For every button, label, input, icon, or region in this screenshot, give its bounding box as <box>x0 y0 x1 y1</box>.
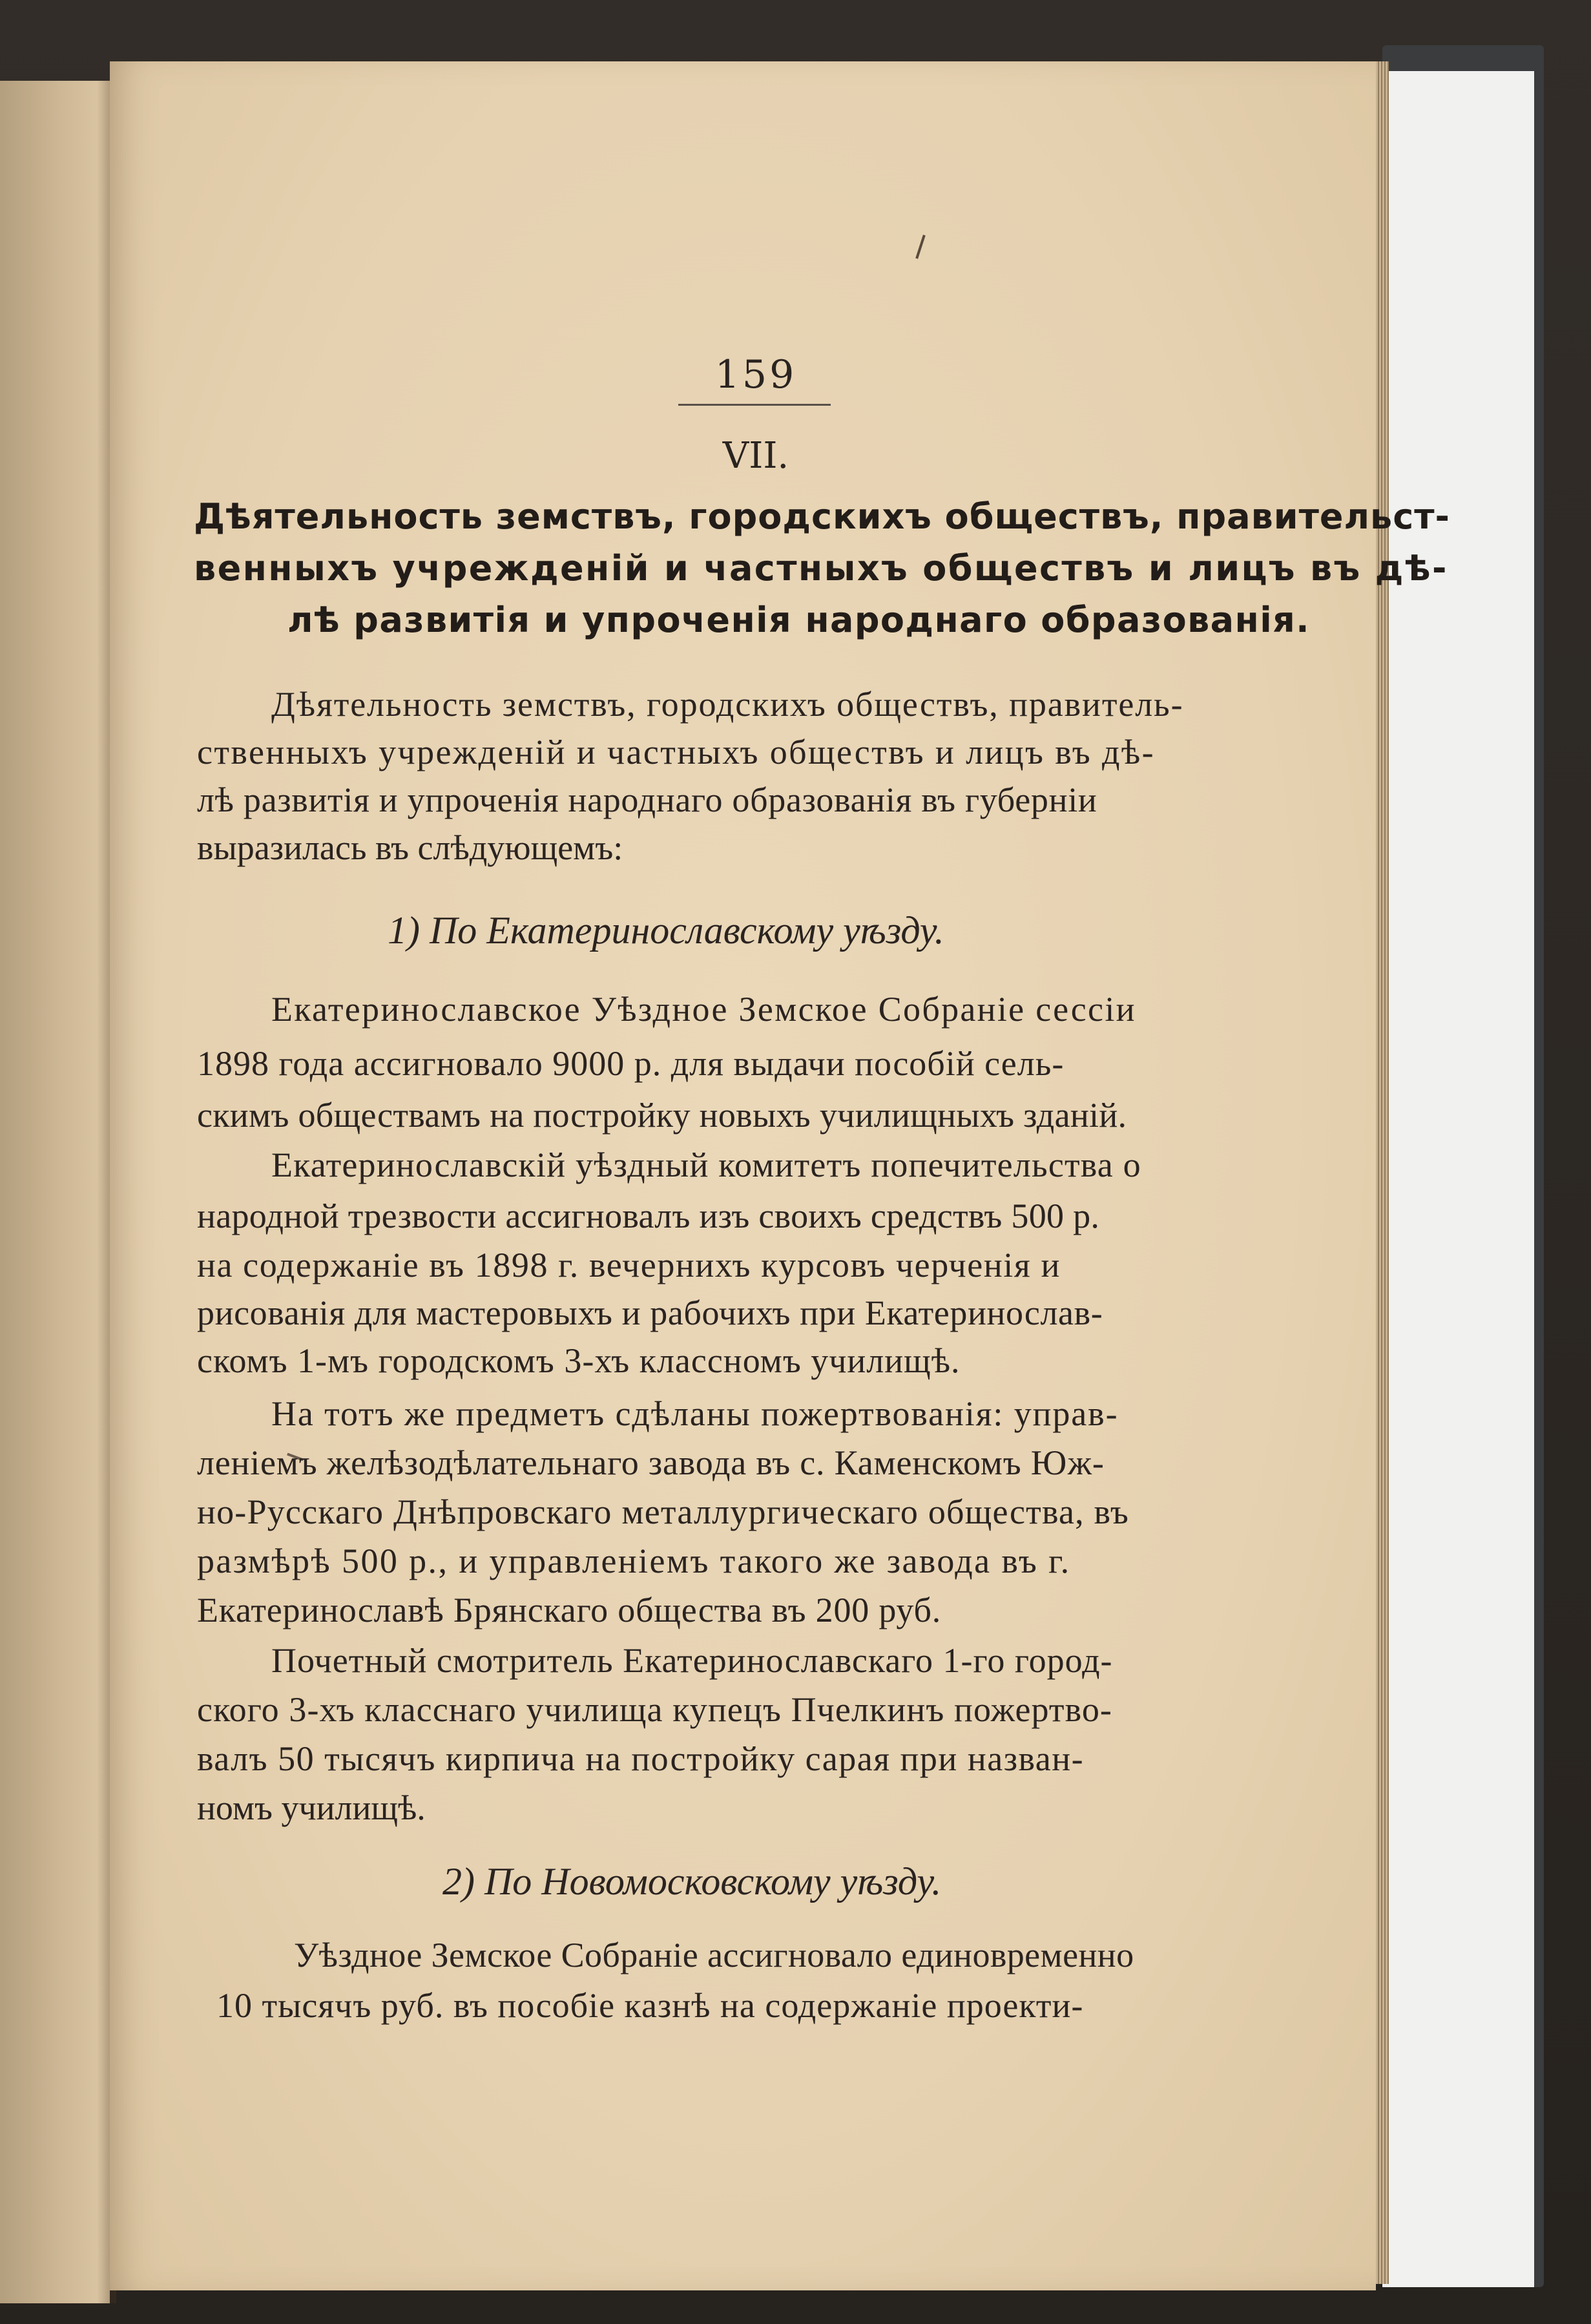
section-heading: 1) По Екатеринославскому уѣзду. <box>388 909 944 952</box>
paragraph-line: скомъ 1-мъ городскомъ 3-хъ классномъ училищѣ. <box>197 1341 961 1380</box>
section-heading: 2) По Новомосковскому уѣзду. <box>442 1860 942 1903</box>
paragraph-line: 10 тысячъ руб. въ пособіе казнѣ на содержаніе проекти- <box>216 1986 1084 2025</box>
chapter-heading-line: венныхъ учрежденій и частныхъ обществъ и лицъ въ дѣ- <box>194 548 1448 589</box>
paragraph-line: валъ 50 тысячъ кирпича на постройку сарая при назван- <box>197 1739 1085 1778</box>
left-page-edge <box>0 81 110 2303</box>
paragraph-line: но-Русскаго Днѣпровскаго металлургическаго общества, въ <box>197 1492 1129 1531</box>
paragraph-line: ского 3-хъ класснаго училища купецъ Пчелкинъ пожертво- <box>197 1690 1113 1729</box>
page-number-rule <box>678 404 831 406</box>
paragraph-line: Екатеринославѣ Брянскаго общества въ 200 руб. <box>197 1591 942 1629</box>
paragraph-line: Почетный смотритель Екатеринославскаго 1-го город- <box>271 1641 1113 1680</box>
paragraph-line: на содержаніе въ 1898 г. вечернихъ курсовъ черченія и <box>197 1246 1061 1284</box>
paragraph-line: Уѣздное Земское Собраніе ассигновало единовременно <box>294 1936 1134 1974</box>
paragraph-line: Екатеринославское Уѣздное Земское Собраніе сессіи <box>271 990 1136 1029</box>
paragraph-line: 1898 года ассигновало 9000 р. для выдачи пособій сель- <box>197 1044 1065 1083</box>
paragraph-line: Дѣятельность земствъ, городскихъ обществъ, правитель- <box>271 685 1184 724</box>
pen-mark <box>915 235 926 258</box>
paragraph-line: лѣ развитія и упроченія народнаго образованія въ губерніи <box>197 780 1097 819</box>
backing-sheet <box>1382 71 1534 2287</box>
paragraph-line: размѣрѣ 500 р., и управленіемъ такого же завода въ г. <box>197 1542 1071 1580</box>
paragraph-line: леніемъ желѣзодѣлательнаго завода въ с. Каменскомъ Юж- <box>197 1443 1105 1482</box>
paragraph-line: ственныхъ учрежденій и частныхъ обществъ и лицъ въ дѣ- <box>197 733 1156 771</box>
paragraph-line: рисованія для мастеровыхъ и рабочихъ при Екатеринослав- <box>197 1293 1103 1332</box>
paragraph-line: номъ училищѣ. <box>197 1788 426 1827</box>
paragraph-line: Екатеринославскій уѣздный комитетъ попечительства о <box>271 1146 1141 1184</box>
paragraph-line: народной трезвости ассигновалъ изъ своихъ средствъ 500 р. <box>197 1197 1100 1235</box>
page-number: 159 <box>714 352 797 397</box>
chapter-heading-line: лѣ развитія и упроченія народнаго образованія. <box>287 600 1311 640</box>
paragraph-line: скимъ обществамъ на постройку новыхъ училищныхъ зданій. <box>197 1096 1127 1135</box>
paragraph-line: выразилась въ слѣдующемъ: <box>197 828 623 867</box>
chapter-heading-line: Дѣятельность земствъ, городскихъ обществъ, правительст- <box>194 496 1450 537</box>
chapter-number: VII. <box>722 435 789 477</box>
paragraph-line: На тотъ же предметъ сдѣланы пожертвованія: управ- <box>271 1394 1119 1433</box>
book-page <box>110 61 1450 2290</box>
